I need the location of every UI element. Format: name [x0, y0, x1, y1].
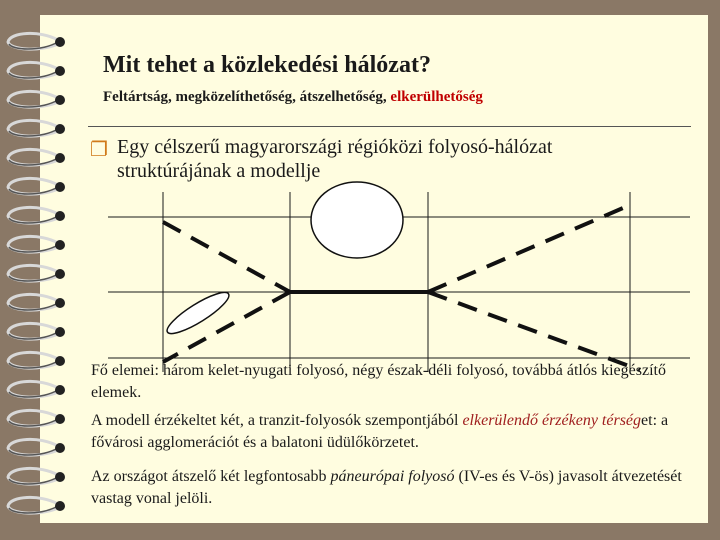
p2-after: et: a fővárosi agglomerációt és a balatoni üdülőkörzetet.	[91, 412, 669, 451]
bullet-text: Egy célszerű magyarországi régióközi folyosó-hálózat struktúrájának a modellje	[117, 136, 553, 182]
subtitle-emphasis: elkerülhetőség	[390, 89, 483, 105]
balaton-resort-area	[163, 286, 234, 339]
paragraph-main-elements: Fő elemei: három kelet-nyugati folyosó, négy észak-déli folyosó, továbbá átlós kiegészítő elemek.	[91, 362, 666, 401]
budapest-agglomeration-area	[311, 182, 403, 258]
paragraph-paneuropean	[91, 466, 691, 510]
paragraph-sensitive-areas	[91, 410, 691, 454]
checkbox-bullet-icon: ❐	[90, 137, 108, 161]
p3-after: (IV-es és V-ös) javasolt átvezetését vastag vonal jelöli.	[91, 468, 682, 507]
p2-before: A modell érzékeltet két, a tranzit-folyosók szempontjából	[91, 412, 463, 429]
subtitle-main: Feltártság, megközelíthetőség, átszelhetőség,	[103, 89, 391, 105]
slide-title: Mit tehet a közlekedési hálózat?	[103, 52, 431, 78]
diagonal-element-ne	[428, 205, 630, 292]
p2-italic: elkerülendő érzékeny térség	[462, 412, 642, 429]
p3-before: Az országot átszelő két legfontosabb	[91, 468, 331, 485]
diagonal-element-nw	[163, 222, 290, 292]
p3-italic: páneurópai folyosó	[330, 468, 455, 485]
